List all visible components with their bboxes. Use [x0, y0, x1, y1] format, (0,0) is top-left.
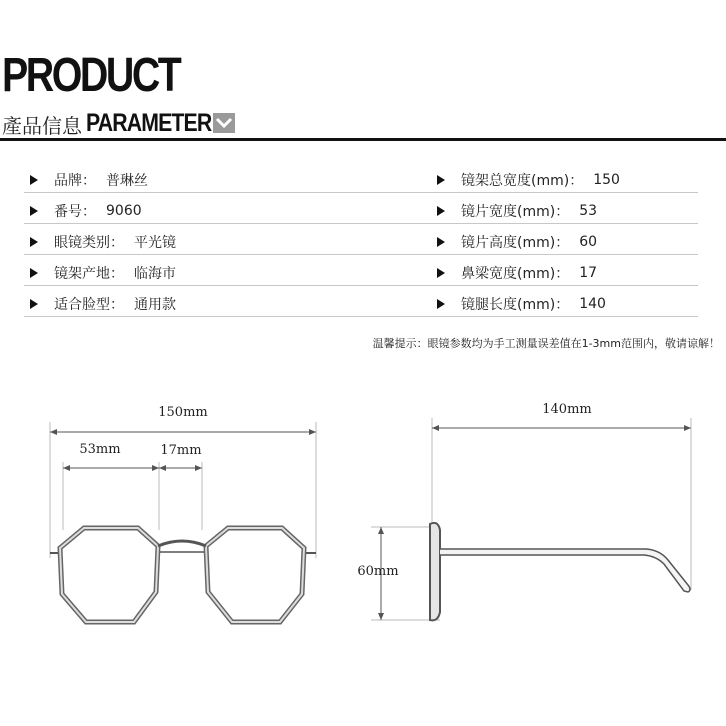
- param-value: 53: [579, 202, 598, 219]
- subtitle-english: PARAMETER: [86, 109, 212, 137]
- dim-bridge-width: 17mm: [160, 443, 202, 458]
- param-label: 品牌：: [54, 172, 96, 189]
- param-label: 镜腿长度(mm)：: [461, 296, 570, 313]
- dim-lens-width: 53mm: [79, 442, 121, 457]
- param-value: 140: [579, 295, 606, 312]
- param-label: 鼻梁宽度(mm)：: [461, 265, 570, 282]
- param-value: 平光镜: [134, 234, 176, 251]
- param-value: 普琳丝: [106, 172, 148, 189]
- param-value: 150: [593, 171, 620, 188]
- param-label: 镜架总宽度(mm)：: [461, 172, 584, 189]
- subtitle-chinese: 產品信息: [2, 114, 82, 138]
- param-value: 通用款: [134, 296, 176, 313]
- product-title: PRODUCT: [2, 49, 180, 102]
- dim-total-width: 150mm: [158, 405, 208, 420]
- dim-lens-height: 60mm: [357, 564, 399, 579]
- dim-temple-length: 140mm: [542, 402, 592, 417]
- param-value: 临海市: [134, 265, 176, 282]
- param-label: 镜片高度(mm)：: [461, 234, 570, 251]
- param-label: 眼镜类别：: [54, 234, 124, 251]
- param-label: 适合脸型：: [54, 296, 124, 313]
- param-value: 60: [579, 233, 598, 250]
- measurement-tip: 温馨提示：眼镜参数均为手工测量误差值在1-3mm范围内，敬请谅解！: [372, 337, 720, 350]
- side-view: [371, 418, 691, 620]
- param-label: 番号：: [54, 203, 96, 220]
- param-value: 9060: [106, 202, 142, 219]
- param-value: 17: [579, 264, 598, 281]
- param-label: 镜架产地：: [54, 265, 124, 282]
- param-label: 镜片宽度(mm)：: [461, 203, 570, 220]
